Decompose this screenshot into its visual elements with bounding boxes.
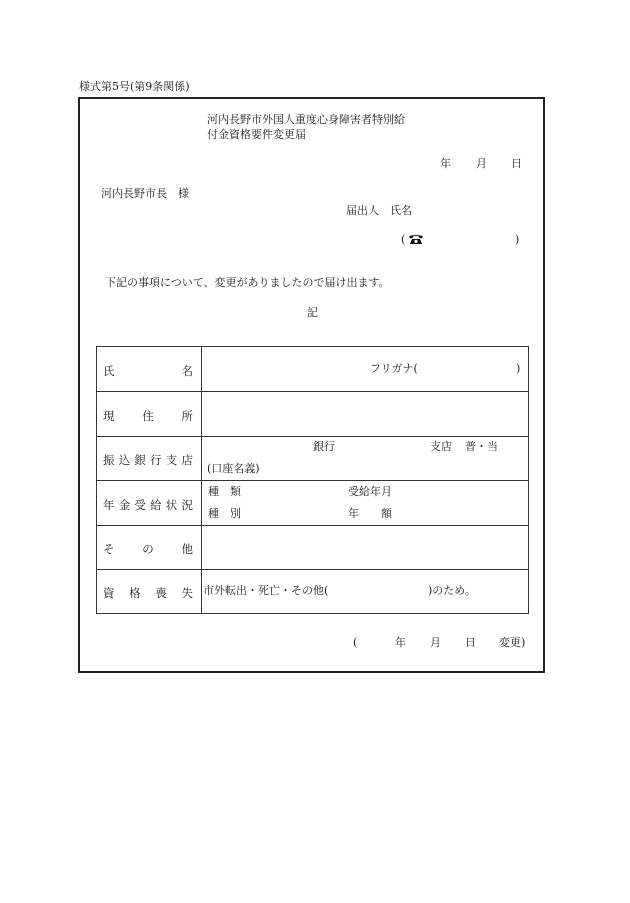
pension-amount-label: 年 額 <box>348 507 392 520</box>
addressee: 河内長野市長 様 <box>101 187 189 200</box>
phone-paren-open: ( <box>401 233 406 246</box>
table-row-divider <box>97 436 528 437</box>
statement-text: 下記の事項について、変更がありましたので届け出ます。 <box>105 276 390 289</box>
applicant-name-label: 届出人 氏名 <box>346 204 412 217</box>
change-date-open: ( <box>353 636 358 649</box>
pension-received-label: 受給年月 <box>348 485 392 498</box>
form-title-line1: 河内長野市外国人重度心身障害者特別給 <box>207 113 405 126</box>
date-day-label: 日 <box>511 157 522 170</box>
phone-paren-close: ) <box>515 233 520 246</box>
pension-kind-label: 種 類 <box>208 485 241 498</box>
bank-holder-label: (口座名義) <box>207 462 260 475</box>
change-date-henko: 変更) <box>499 636 526 649</box>
table-row-divider <box>97 569 528 570</box>
furigana-close: ) <box>516 362 521 375</box>
row-label-other: そ の 他 <box>103 542 193 556</box>
loss-reason-suffix: )のため。 <box>428 584 476 597</box>
form-title-line2: 付金資格要件変更届 <box>207 128 306 141</box>
bank-shiten-label: 支店 <box>430 440 452 453</box>
change-date-month: 月 <box>430 636 441 649</box>
row-label-bank: 振 込 銀 行 支 店 <box>103 453 193 467</box>
row-label-pension: 年 金 受 給 状 況 <box>103 498 193 512</box>
form-number-label: 様式第5号(第9条関係) <box>79 80 190 93</box>
change-date-year: 年 <box>395 636 406 649</box>
table-row-divider <box>97 391 528 392</box>
furigana-open: フリガナ( <box>370 362 418 375</box>
row-label-name: 氏 名 <box>103 364 193 378</box>
info-table <box>96 346 529 614</box>
table-row-divider <box>97 480 528 481</box>
date-year-label: 年 <box>440 157 451 170</box>
loss-reason-prefix: 市外転出・死亡・その他( <box>203 584 329 597</box>
change-date-day: 日 <box>465 636 476 649</box>
ki-heading: 記 <box>307 306 318 319</box>
row-label-address: 現 住 所 <box>103 409 193 423</box>
table-row-divider <box>97 525 528 526</box>
bank-account-type: 普・当 <box>465 440 498 453</box>
date-month-label: 月 <box>476 157 487 170</box>
bank-ginko-label: 銀行 <box>313 440 335 453</box>
pension-type-label: 種 別 <box>208 507 241 520</box>
telephone-icon <box>408 233 424 245</box>
row-label-eligibility-loss: 資 格 喪 失 <box>103 586 193 600</box>
